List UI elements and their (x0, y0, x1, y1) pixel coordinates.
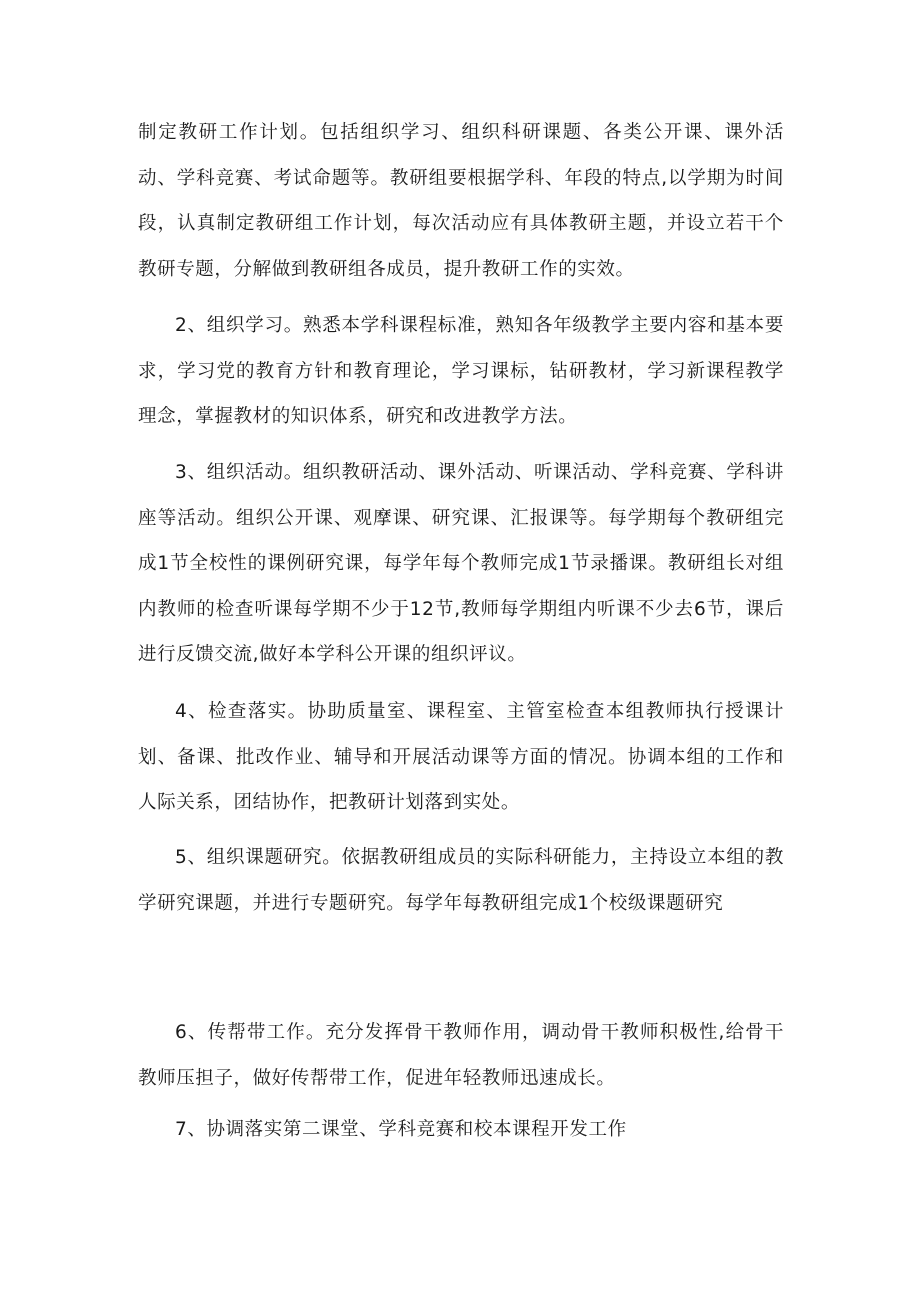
paragraph-organize-study: 2、组织学习。熟悉本学科课程标准，熟知各年级教学主要内容和基本要求，学习党的教育方针和教育理论，学习课标，钻研教材，学习新课程教学理念，掌握教材的知识体系，研究和改进教学方法。 (138, 315, 784, 427)
paragraph-research-topics: 5、组织课题研究。依据教研组成员的实际科研能力，主持设立本组的教学研究课题，并进行专题研究。每学年每教研组完成1个校级课题研究 (138, 847, 784, 914)
paragraph-mentoring: 6、传帮带工作。充分发挥骨干教师作用，调动骨干教师积极性,给骨干教师压担子，做好传帮带工作，促进年轻教师迅速成长。 (138, 1022, 784, 1089)
paragraph-teaching-plan: 制定教研工作计划。包括组织学习、组织科研课题、各类公开课、课外活动、学科竞赛、考试命题等。教研组要根据学科、年段的特点,以学期为时间段，认真制定教研组工作计划，每次活动应有具体教研主题，并设立若干个教研专题，分解做到教研组各成员，提升教研工作的实效。 (138, 122, 784, 280)
paragraph-organize-activities: 3、组织活动。组织教研活动、课外活动、听课活动、学科竞赛、学科讲座等活动。组织公开课、观摩课、研究课、汇报课等。每学期每个教研组完成1节全校性的课例研究课，每学年每个教师完成1节录播课。教研组长对组内教师的检查听课每学期不少于12节,教师每学期组内听课不少去6节，课后进行反馈交流,做好本学科公开课的组织评议。 (138, 462, 784, 665)
paragraph-inspection: 4、检查落实。协助质量室、课程室、主管室检查本组教师执行授课计划、备课、批改作业、辅导和开展活动课等方面的情况。协调本组的工作和人际关系，团结协作，把教研计划落到实处。 (138, 701, 784, 813)
paragraph-second-classroom: 7、协调落实第二课堂、学科竞赛和校本课程开发工作 (175, 1119, 627, 1140)
